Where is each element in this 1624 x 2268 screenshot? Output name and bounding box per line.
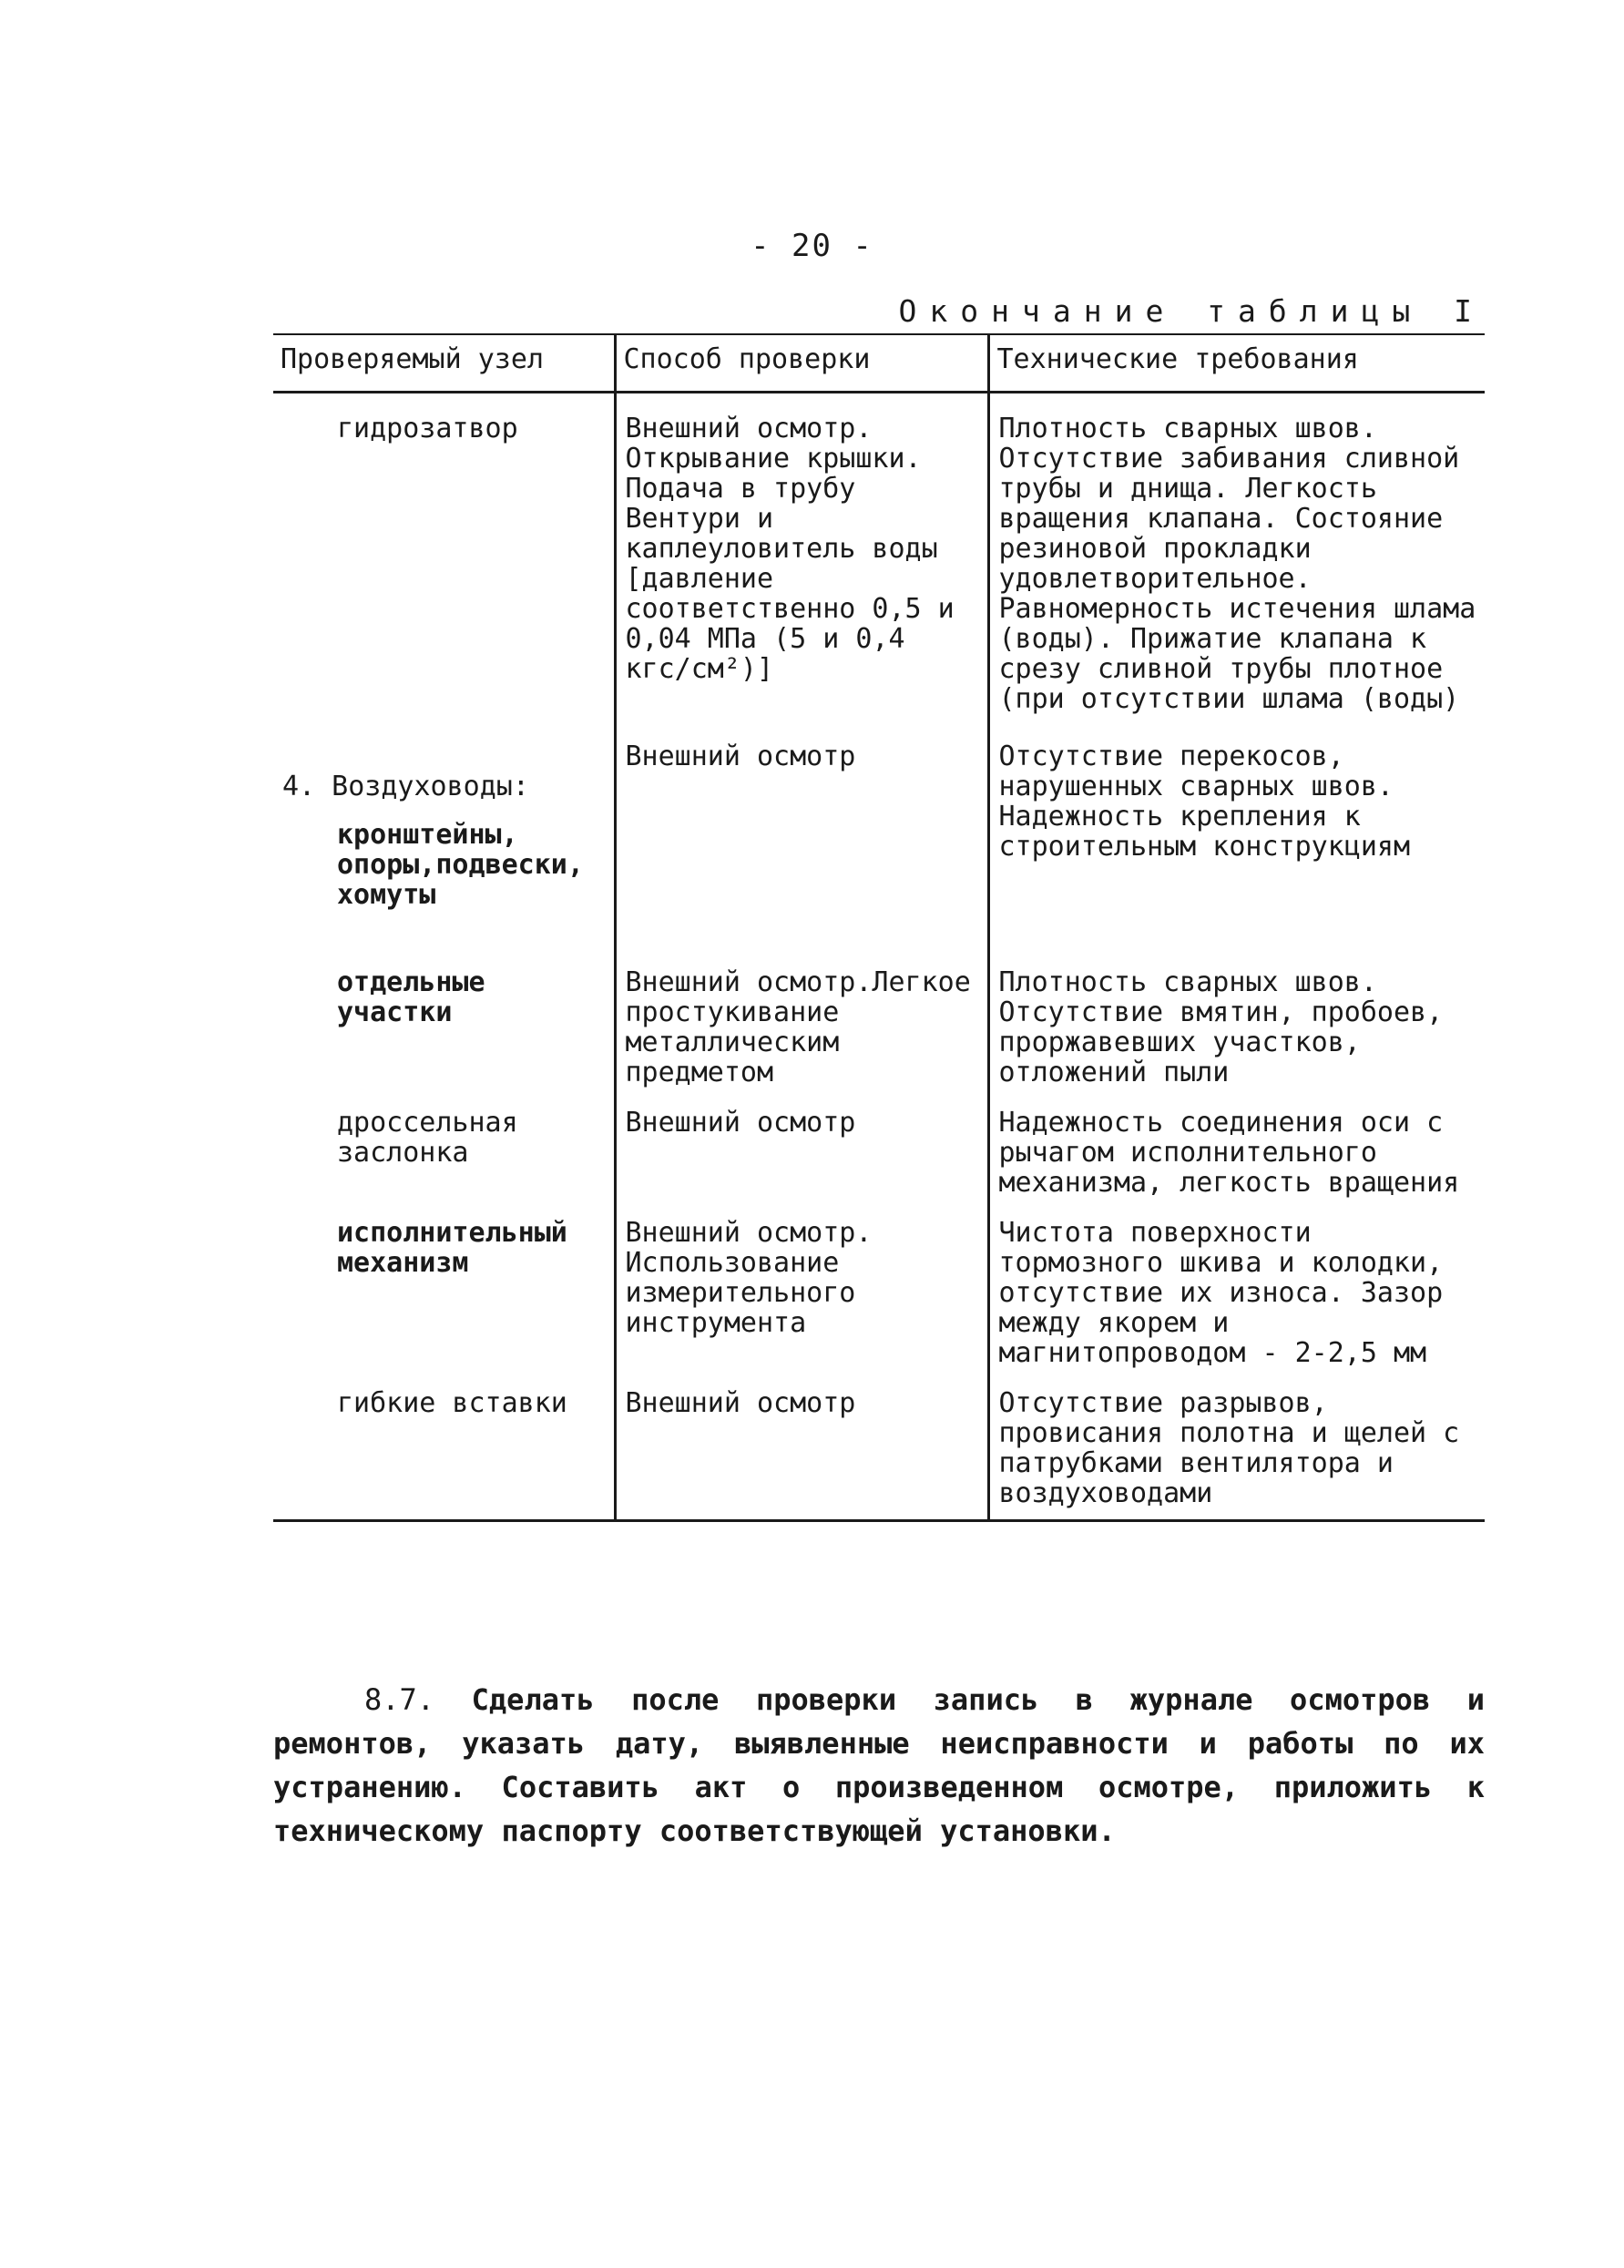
cell-method: Внешний осмотр. Открывание крышки. Подача в трубу Вентури и каплеуловитель воды [давление соответственно 0,5 и 0,04 МПа (5 и 0,4 кгс/см²)]	[615, 393, 988, 715]
cell-node: отдельные участки	[337, 966, 485, 1028]
table-caption: Окончание таблицы I	[898, 293, 1485, 329]
section-title: 4. Воздуховоды:	[282, 771, 529, 802]
cell-node: исполнительный механизм	[337, 1217, 567, 1279]
cell-requirements: Чистота поверхности тормозного шкива и колодки, отсутствие их износа. Зазор между якорем и магнитопроводом - 2-2,5 мм	[988, 1198, 1485, 1368]
cell-method: Внешний осмотр	[615, 1368, 988, 1521]
table-header-row	[273, 334, 1485, 393]
table-row	[273, 1198, 1485, 1368]
paragraph-number: 8.7.	[364, 1682, 435, 1717]
table-row	[273, 393, 1485, 715]
cell-node: гибкие вставки	[273, 1368, 615, 1521]
cell-method: Внешний осмотр	[615, 1088, 988, 1198]
page-number: - 20 -	[751, 228, 873, 264]
cell-method: Внешний осмотр. Использование измерительного инструмента	[615, 1198, 988, 1368]
cell-node-group	[273, 714, 615, 940]
table-row	[273, 1368, 1485, 1521]
cell-method: Внешний осмотр.Легкое простукивание металлическим предметом	[615, 940, 988, 1088]
cell-requirements: Надежность соединения оси с рычагом исполнительного механизма, легкость вращения	[988, 1088, 1485, 1198]
cell-node: гидрозатвор	[337, 413, 518, 444]
header-method: Способ проверки	[615, 334, 988, 393]
inspection-table	[273, 333, 1485, 1522]
cell-node: дроссельная заслонка	[337, 1107, 518, 1169]
cell-method: Внешний осмотр	[615, 714, 988, 940]
section-subitem: кронштейны, опоры,подвески, хомуты	[337, 819, 584, 911]
closing-paragraph	[273, 1678, 1485, 1853]
cell-requirements: Отсутствие перекосов, нарушенных сварных швов. Надежность крепления к строительным конструкциям	[988, 714, 1485, 940]
cell-requirements: Плотность сварных швов. Отсутствие забивания сливной трубы и днища. Легкость вращения клапана. Состояние резиновой прокладки удовлетворительное. Равномерность истечения шлама (воды). Прижатие клапана к срезу сливной трубы плотное (при отсутствии шлама (воды)	[988, 393, 1485, 715]
header-requirements: Технические требования	[988, 334, 1485, 393]
table-row	[273, 940, 1485, 1088]
paragraph-text: Сделать после проверки запись в журнале осмотров и ремонтов, указать дату, выявленные неисправности и работы по их устранению. Составить акт о произведенном осмотре, приложить к техническому паспорту соответствующей установки.	[273, 1682, 1486, 1848]
cell-requirements: Отсутствие разрывов, провисания полотна и щелей с патрубками вентилятора и воздуховодами	[988, 1368, 1485, 1521]
cell-requirements: Плотность сварных швов. Отсутствие вмятин, пробоев, проржавевших участков, отложений пыли	[988, 940, 1485, 1088]
table-row	[273, 714, 1485, 940]
table-row	[273, 1088, 1485, 1198]
header-node: Проверяемый узел	[273, 334, 615, 393]
